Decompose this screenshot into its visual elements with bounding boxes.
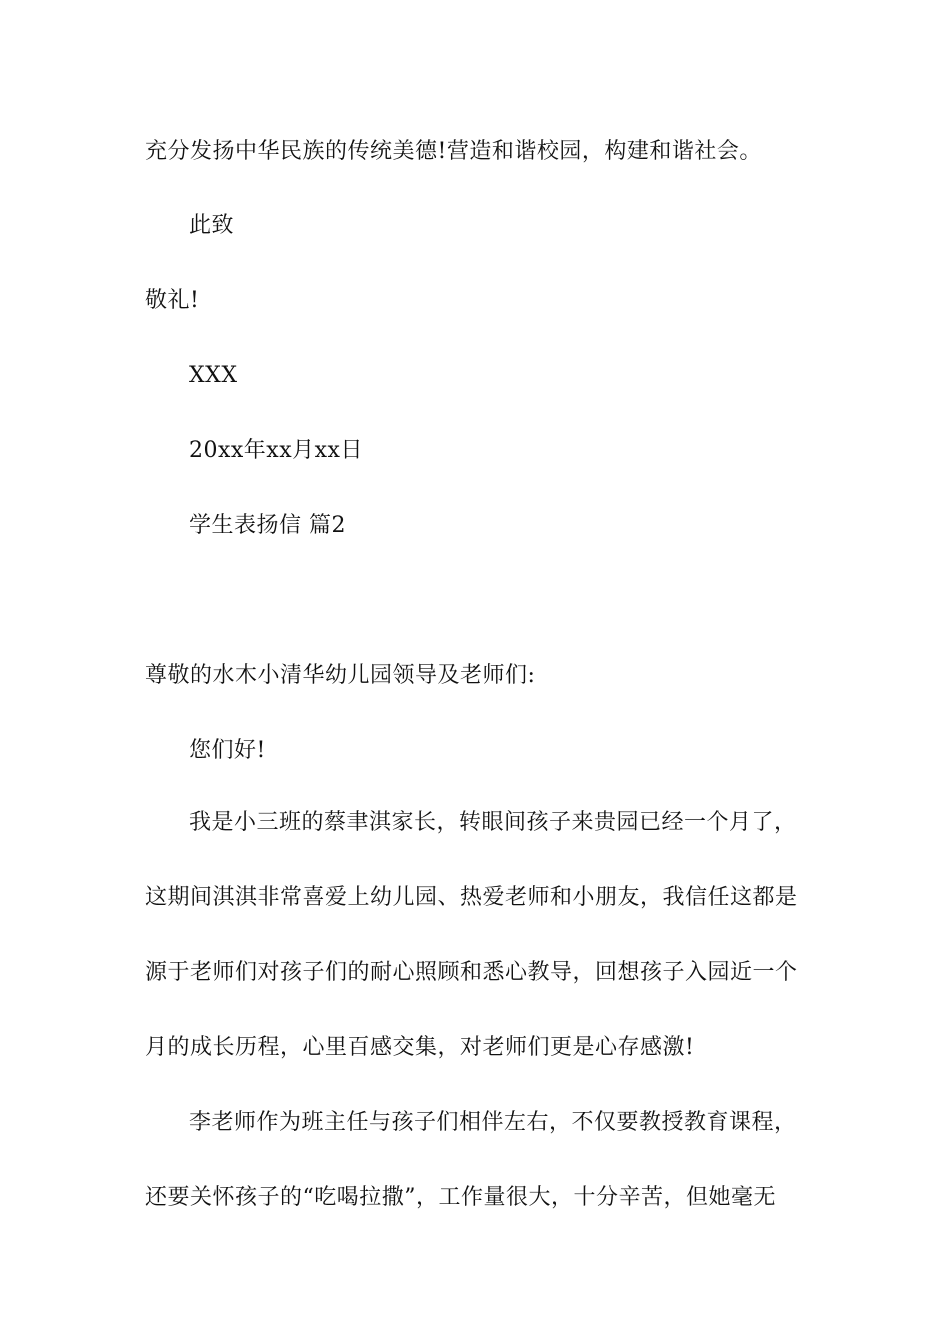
letter-hello: 您们好! (189, 738, 266, 763)
paragraph-closing-line: 充分发扬中华民族的传统美德!营造和谐校园，构建和谐社会。 (145, 139, 762, 164)
body-line-5: 李老师作为班主任与孩子们相伴左右，不仅要教授教育课程， (189, 1110, 797, 1135)
section-heading: 学生表扬信 篇2 (189, 513, 346, 538)
body-line-6: 还要关怀孩子的“吃喝拉撒”，工作量很大，十分辛苦，但她毫无 (145, 1185, 776, 1210)
letter-greeting: 尊敬的水木小清华幼儿园领导及老师们: (145, 663, 536, 688)
salutation-cizhi: 此致 (189, 213, 235, 238)
signature-name: XXX (189, 363, 238, 388)
body-line-1: 我是小三班的蔡聿淇家长，转眼间孩子来贵园已经一个月了， (189, 810, 797, 835)
body-line-3: 源于老师们对孩子们的耐心照顾和悉心教导，回想孩子入园近一个 (145, 960, 798, 985)
body-line-2: 这期间淇淇非常喜爱上幼儿园、热爱老师和小朋友，我信任这都是 (145, 885, 798, 910)
body-line-4: 月的成长历程，心里百感交集，对老师们更是心存感激! (145, 1035, 695, 1060)
salutation-jingli: 敬礼! (145, 288, 200, 313)
signature-date: 20xx年xx月xx日 (189, 438, 363, 463)
